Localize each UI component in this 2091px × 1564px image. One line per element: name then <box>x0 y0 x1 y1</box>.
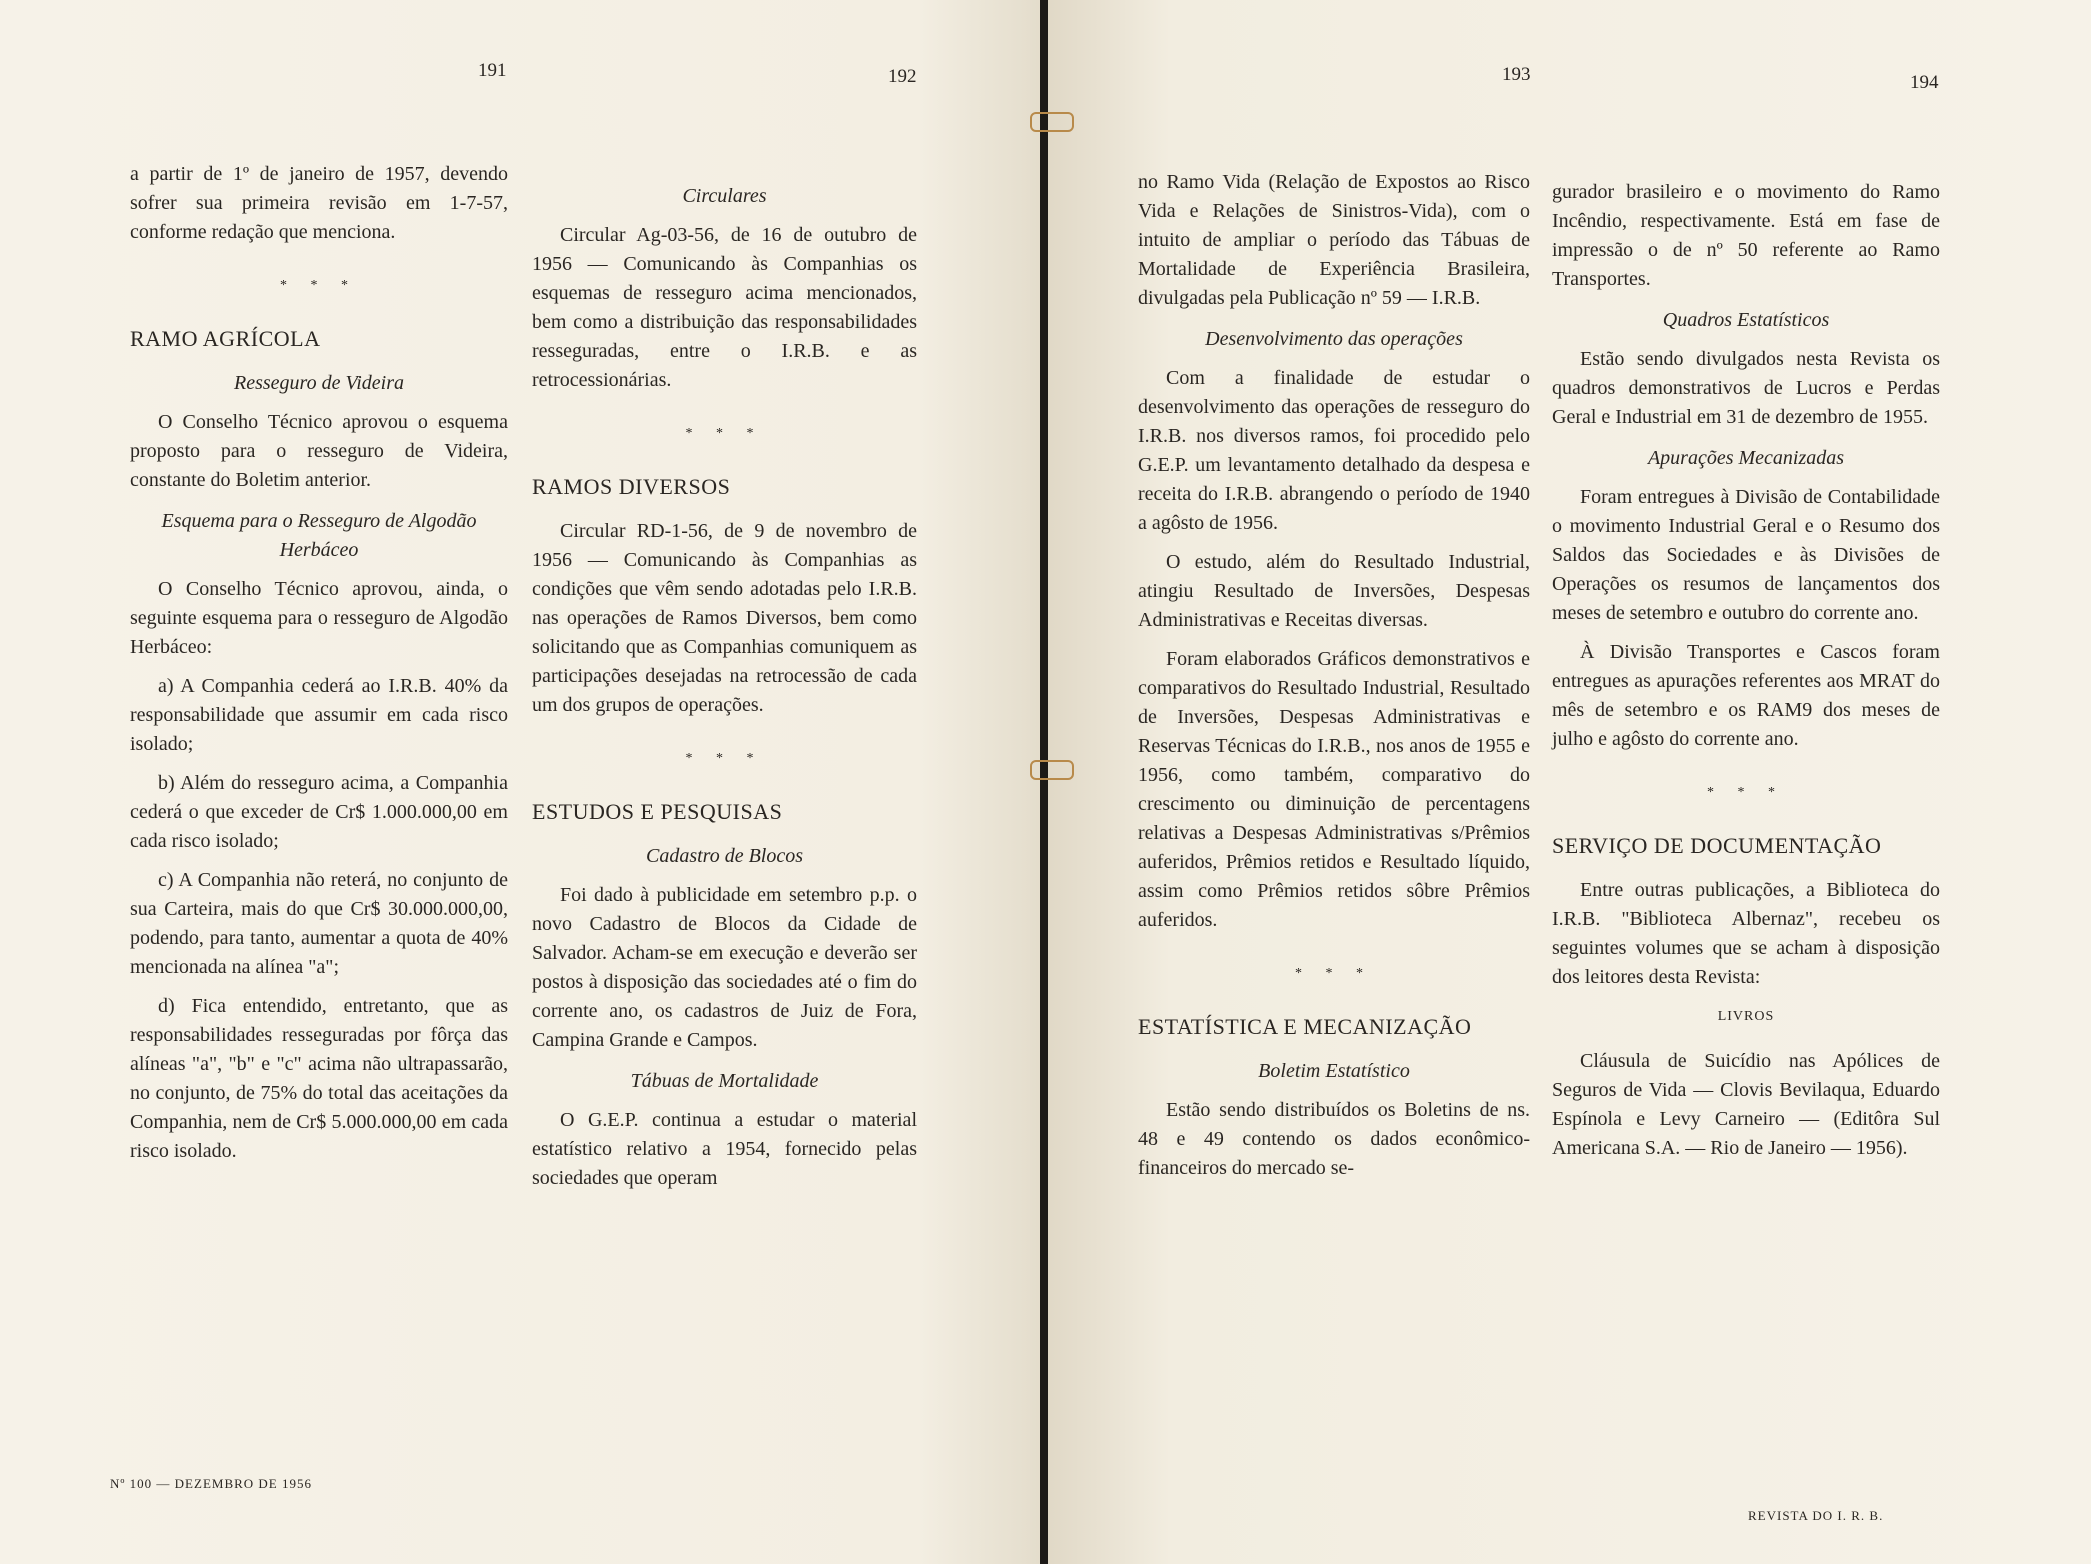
paragraph: no Ramo Vida (Relação de Expostos ao Risco Vida e Relações de Sinistros-Vida), com o intuito de ampliar o período das Tábuas de Mortalidade de Experiência Brasileira, divulgadas pela Publicação nº 59 — I.R.B. <box>1138 171 1530 309</box>
paragraph: O estudo, além do Resultado Industrial, atingiu Resultado de Inversões, Despesas Administrativas e Receitas diversas. <box>1138 551 1530 631</box>
paragraph: Estão sendo divulgados nesta Revista os quadros demonstrativos de Lucros e Perdas Geral e Industrial em 31 de dezembro de 1955. <box>1552 348 1940 428</box>
section-separator: * * * <box>685 426 764 441</box>
paragraph: a partir de 1º de janeiro de 1957, devendo sofrer sua primeira revisão em 1-7-57, conforme redação que menciona. <box>130 163 508 243</box>
section-separator: * * * <box>685 751 764 766</box>
paragraph: Circular Ag-03-56, de 16 de outubro de 1956 — Comunicando às Companhias os esquemas de resseguro acima mencionados, bem como a distribuição das responsabilidades resseguradas, entre o I.R.B. e as retrocessionárias. <box>532 224 917 391</box>
column-page-193 <box>1138 168 1530 1193</box>
section-title-estudos-pesquisas: ESTUDOS E PESQUISAS <box>532 799 783 824</box>
list-item-b: b) Além do resseguro acima, a Companhia cederá o que exceder de Cr$ 1.000.000,00 em cada risco isolado; <box>130 772 508 852</box>
list-item-c: c) A Companhia não reterá, no conjunto de sua Carteira, mais do que Cr$ 30.000.000,00, podendo, para tanto, aumentar a quota de 40% mencionada na alínea "a"; <box>130 869 508 978</box>
paragraph: Entre outras publicações, a Biblioteca do I.R.B. "Biblioteca Albernaz", recebeu os seguintes volumes que se acham à disposição dos leitores desta Revista: <box>1552 879 1940 988</box>
column-page-194 <box>1552 178 1940 1173</box>
paragraph: À Divisão Transportes e Cascos foram entregues as apurações referentes aos MRAT do mês de setembro e os RAM9 dos meses de julho e agôsto do corrente ano. <box>1552 641 1940 750</box>
section-separator: * * * <box>280 278 358 293</box>
subtitle-boletim-estatistico: Boletim Estatístico <box>1258 1060 1410 1082</box>
subtitle-cadastro-blocos: Cadastro de Blocos <box>645 845 804 867</box>
paragraph: Cláusula de Suicídio nas Apólices de Seguros de Vida — Clovis Bevilaqua, Eduardo Espínola e Levy Carneiro — (Editôra Sul Americana S.A. — Rio de Janeiro — 1956). <box>1552 1050 1940 1159</box>
list-item-d: d) Fica entendido, entretanto, que as responsabilidades resseguradas por fôrça das alíneas "a", "b" e "c" acima não ultrapassarão, no conjunto, de 75% do total das aceitações da Companhia, nem de Cr$ 5.000.000,00 em cada risco isolado. <box>130 995 508 1162</box>
paragraph: O G.E.P. continua a estudar o material estatístico relativo a 1954, fornecido pelas sociedades que operam <box>532 1109 917 1189</box>
section-title-estatistica-mecanizacao: ESTATÍSTICA E MECANIZAÇÃO <box>1138 1014 1472 1039</box>
subtitle-circulares: Circulares <box>682 185 767 207</box>
section-title-servico-documentacao: SERVIÇO DE DOCUMENTAÇÃO <box>1552 833 1882 858</box>
subtitle-livros: LIVROS <box>1717 1009 1775 1024</box>
paragraph: O Conselho Técnico aprovou o esquema proposto para o resseguro de Videira, constante do Boletim anterior. <box>130 411 508 491</box>
subtitle-quadros-estatisticos: Quadros Estatísticos <box>1662 309 1830 331</box>
paragraph: O Conselho Técnico aprovou, ainda, o seguinte esquema para o resseguro de Algodão Herbáceo: <box>130 578 508 658</box>
paragraph: Foram entregues à Divisão de Contabilidade o movimento Industrial Geral e o Resumo dos Saldos das Sociedades e às Divisões de Operações os resumos de lançamentos dos meses de setembro e outubro do corrente ano. <box>1552 486 1940 624</box>
staple-top <box>1030 112 1074 132</box>
footer-journal: REVISTA DO I. R. B. <box>1748 1508 1884 1523</box>
book-spine <box>1040 0 1048 1564</box>
subtitle-apuracoes-mecanizadas: Apurações Mecanizadas <box>1647 447 1845 469</box>
page-number-192: 192 <box>888 66 917 87</box>
page-number-194: 194 <box>1910 72 1939 93</box>
subtitle-tabuas-mortalidade: Tábuas de Mortalidade <box>630 1070 819 1092</box>
paragraph: Estão sendo distribuídos os Boletins de ns. 48 e 49 contendo os dados econômico-financeiros do mercado se- <box>1138 1099 1530 1179</box>
paragraph: Foi dado à publicidade em setembro p.p. o novo Cadastro de Blocos da Cidade de Salvador. Acham-se em execução e deverão ser postos à disposição das sociedades até o fim do corrente ano, os cadastros de Juiz de Fora, Campina Grande e Campos. <box>532 884 917 1051</box>
staple-middle <box>1030 760 1074 780</box>
page-number-193: 193 <box>1502 64 1531 85</box>
subtitle-desenvolvimento-operacoes: Desenvolvimento das operações <box>1205 328 1463 350</box>
subtitle-esquema-algodao: Esquema para o Resseguro de Algodão Herbáceo <box>161 510 477 561</box>
column-page-192 <box>532 170 917 1203</box>
paragraph: Com a finalidade de estudar o desenvolvimento das operações de resseguro do I.R.B. nos diversos ramos, foi procedido pelo G.E.P. um levantamento detalhado da despesa e receita do I.R.B. abrangendo o período de 1940 a agôsto de 1956. <box>1138 367 1530 534</box>
footer-issue: Nº 100 — DEZEMBRO DE 1956 <box>110 1476 312 1491</box>
paragraph: Circular RD-1-56, de 9 de novembro de 1956 — Comunicando às Companhias as condições que vêm sendo adotadas pelo I.R.B. nas operações de Ramos Diversos, bem como solicitando que as Companhias comuniquem as participações desejadas na retrocessão de cada um dos grupos de operações. <box>532 520 917 716</box>
column-page-191 <box>130 160 508 1176</box>
page-number-191: 191 <box>478 60 507 81</box>
section-title-ramo-agricola: RAMO AGRÍCOLA <box>130 326 321 351</box>
paragraph: Foram elaborados Gráficos demonstrativos e comparativos do Resultado Industrial, Resultado de Inversões, Despesas Administrativas e Reservas Técnicas do I.R.B., nos anos de 1955 e 1956, como também, comparativo do crescimento ou diminuição de percentagens relativas a Despesas Administrativas s/Prêmios auferidos, Prêmios retidos e Resultado líquido, assim como Prêmios retidos sôbre Prêmios auferidos. <box>1138 648 1530 931</box>
section-title-ramos-diversos: RAMOS DIVERSOS <box>532 474 731 499</box>
list-item-a: a) A Companhia cederá ao I.R.B. 40% da responsabilidade que assumir em cada risco isolado; <box>130 675 508 755</box>
section-separator: * * * <box>1295 966 1373 981</box>
subtitle-resseguro-videira: Resseguro de Videira <box>234 372 404 394</box>
paragraph: gurador brasileiro e o movimento do Ramo Incêndio, respectivamente. Está em fase de impressão o de nº 50 referente ao Ramo Transportes. <box>1552 181 1940 290</box>
section-separator: * * * <box>1707 785 1785 800</box>
